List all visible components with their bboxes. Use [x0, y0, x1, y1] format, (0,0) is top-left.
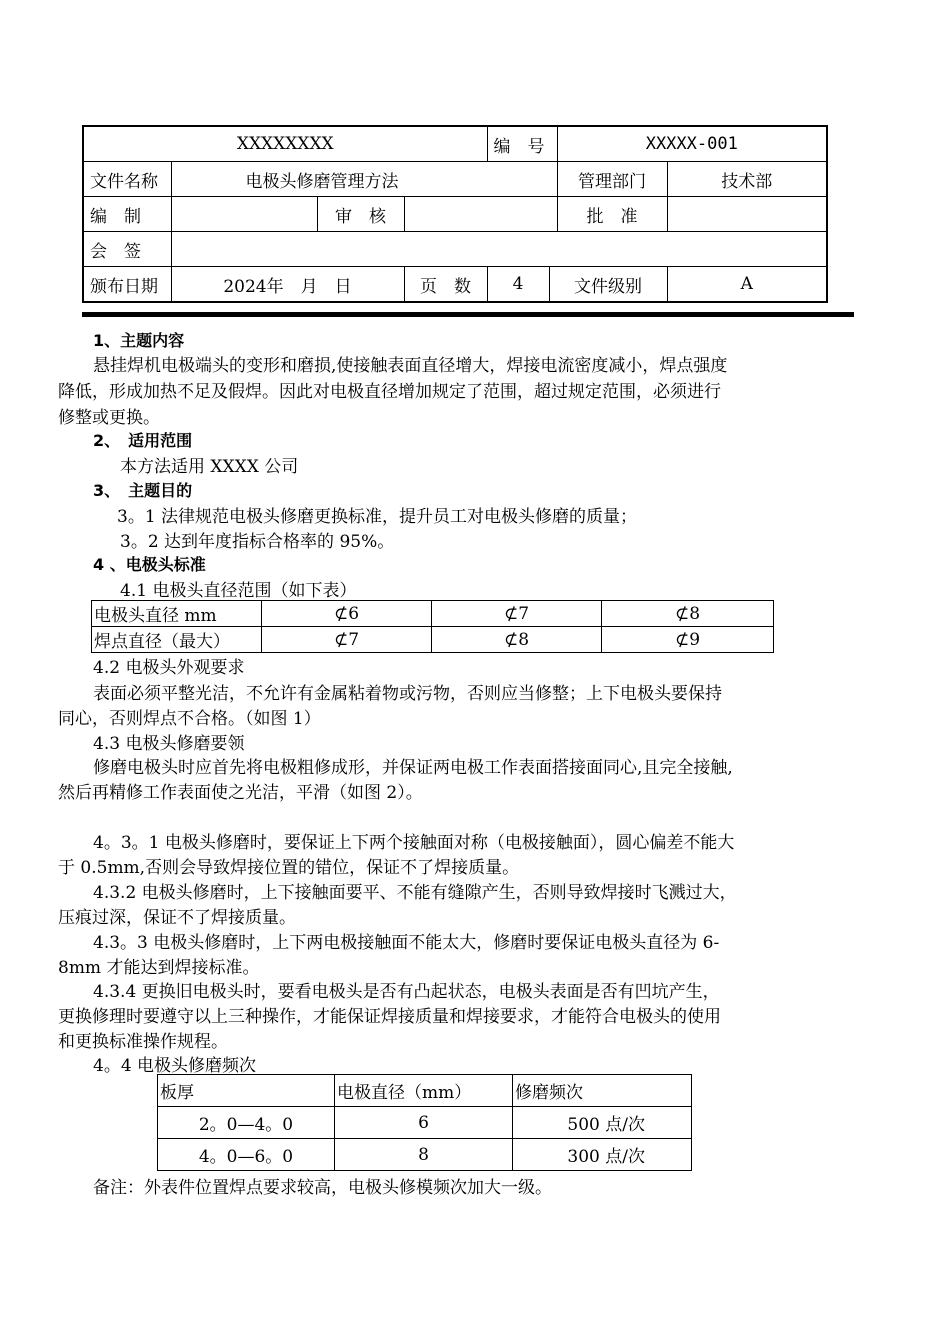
header-divider	[82, 312, 854, 317]
date-label: 颁布日期	[83, 267, 171, 303]
subsection-4-3-line-2: 然后再精修工作表面使之光洁，平滑（如图 2）。	[58, 783, 423, 803]
company-name: XXXXXXXX	[83, 126, 487, 162]
table-cell: ⊄7	[432, 601, 602, 627]
table-cell: ⊄9	[602, 627, 774, 653]
item-4-3-4-line-3: 和更换标准操作规程。	[58, 1032, 228, 1052]
subsection-4-2-line-1: 表面必须平整光洁，不允许有金属粘着物或污物，否则应当修整；上下电极头要保持	[93, 684, 722, 704]
sign-label: 会 签	[83, 232, 171, 267]
table-cell: 8	[335, 1139, 513, 1171]
grinding-frequency-table	[157, 1074, 692, 1171]
file-name-label: 文件名称	[83, 162, 171, 197]
item-4-3-2-line-1: 4.3.2 电极头修磨时，上下接触面要平、不能有缝隙产生，否则导致焊接时飞溅过大，	[93, 883, 737, 903]
level-label: 文件级别	[549, 267, 667, 303]
subsection-4-2-line-2: 同心，否则焊点不合格。（如图 1）	[58, 709, 321, 729]
date-value: 2024年 月 日	[171, 267, 404, 303]
item-4-3-2-line-2: 压痕过深，保证不了焊接质量。	[58, 908, 296, 928]
table-cell: ⊄8	[432, 627, 602, 653]
table-cell: ⊄7	[262, 627, 432, 653]
dept-value: 技术部	[667, 162, 827, 197]
level-value: A	[667, 267, 827, 303]
table-cell: ⊄8	[602, 601, 774, 627]
table-row	[92, 601, 774, 627]
review-label: 审 核	[317, 197, 404, 232]
document-number: XXXXX-001	[557, 126, 827, 162]
approve-label: 批 准	[557, 197, 667, 232]
section-4-title: 4 、电极头标准	[93, 555, 206, 574]
table-cell: ⊄6	[262, 601, 432, 627]
table-cell: 2。0—4。0	[158, 1107, 335, 1139]
table-header-cell: 修磨频次	[513, 1075, 692, 1107]
table2-note: 备注：外表件位置焊点要求较高，电极头修模频次加大一级。	[93, 1178, 552, 1198]
section-2-title: 2、 适用范围	[93, 431, 193, 450]
number-label: 编 号	[487, 126, 557, 162]
table-cell: 电极头直径 mm	[92, 601, 262, 627]
diameter-range-table	[91, 600, 774, 653]
table-row	[92, 627, 774, 653]
table-row	[158, 1107, 692, 1139]
sign-value	[171, 232, 827, 267]
approve-value	[667, 197, 827, 232]
table-cell: 4。0—6。0	[158, 1139, 335, 1171]
section-1-title: 1、主题内容	[93, 331, 185, 350]
dept-label: 管理部门	[557, 162, 667, 197]
item-4-3-1-line-1: 4。3。1 电极头修磨时，要保证上下两个接触面对称（电极接触面），圆心偏差不能大	[93, 833, 735, 853]
pages-value: 4	[487, 267, 549, 303]
subsection-4-3-line-1: 修磨电极头时应首先将电极粗修成形，并保证两电极工作表面搭接面同心,且完全接触,	[93, 758, 733, 778]
section-1-line-3: 修整或更换。	[58, 408, 160, 428]
table-cell: 焊点直径（最大）	[92, 627, 262, 653]
table1-caption: 4.1 电极头直径范围（如下表）	[120, 581, 357, 601]
section-2-line-1: 本方法适用 XXXX 公司	[120, 457, 299, 477]
subsection-4-4-title: 4。4 电极头修磨频次	[93, 1056, 257, 1076]
table-cell: 300 点/次	[513, 1139, 692, 1171]
table-header-cell: 电极直径（mm）	[335, 1075, 513, 1107]
table-cell: 500 点/次	[513, 1107, 692, 1139]
table-header-row	[158, 1075, 692, 1107]
compile-label: 编 制	[83, 197, 171, 232]
item-4-3-4-line-1: 4.3.4 更换旧电极头时，要看电极头是否有凸起状态，电极头表面是否有凹坑产生，	[93, 982, 720, 1002]
item-4-3-3-line-2: 8mm 才能达到焊接标准。	[58, 958, 260, 978]
item-4-3-4-line-2: 更换修理时要遵守以上三种操作，才能保证焊接质量和焊接要求，才能符合电极头的使用	[58, 1007, 721, 1027]
item-4-3-3-line-1: 4.3。3 电极头修磨时，上下两电极接触面不能太大，修磨时要保证电极头直径为 6-	[93, 933, 720, 953]
file-name-value: 电极头修磨管理方法	[171, 162, 557, 197]
pages-label: 页 数	[404, 267, 487, 303]
document-header-table	[82, 125, 828, 303]
compile-value	[171, 197, 317, 232]
section-3-line-1: 3。1 法律规范电极头修磨更换标准，提升员工对电极头修磨的质量；	[117, 507, 638, 527]
section-3-line-2: 3。2 达到年度指标合格率的 95%。	[120, 532, 395, 552]
section-3-title: 3、 主题目的	[93, 481, 193, 500]
subsection-4-3-title: 4.3 电极头修磨要领	[93, 734, 245, 754]
subsection-4-2-title: 4.2 电极头外观要求	[93, 658, 245, 678]
table-header-cell: 板厚	[158, 1075, 335, 1107]
section-1-line-2: 降低，形成加热不足及假焊。因此对电极直径增加规定了范围，超过规定范围，必须进行	[58, 382, 721, 402]
item-4-3-1-line-2: 于 0.5mm,否则会导致焊接位置的错位，保证不了焊接质量。	[58, 858, 520, 878]
section-1-line-1: 悬挂焊机电极端头的变形和磨损,使接触表面直径增大，焊接电流密度减小，焊点强度	[93, 356, 728, 376]
review-value	[404, 197, 557, 232]
table-cell: 6	[335, 1107, 513, 1139]
table-row	[158, 1139, 692, 1171]
